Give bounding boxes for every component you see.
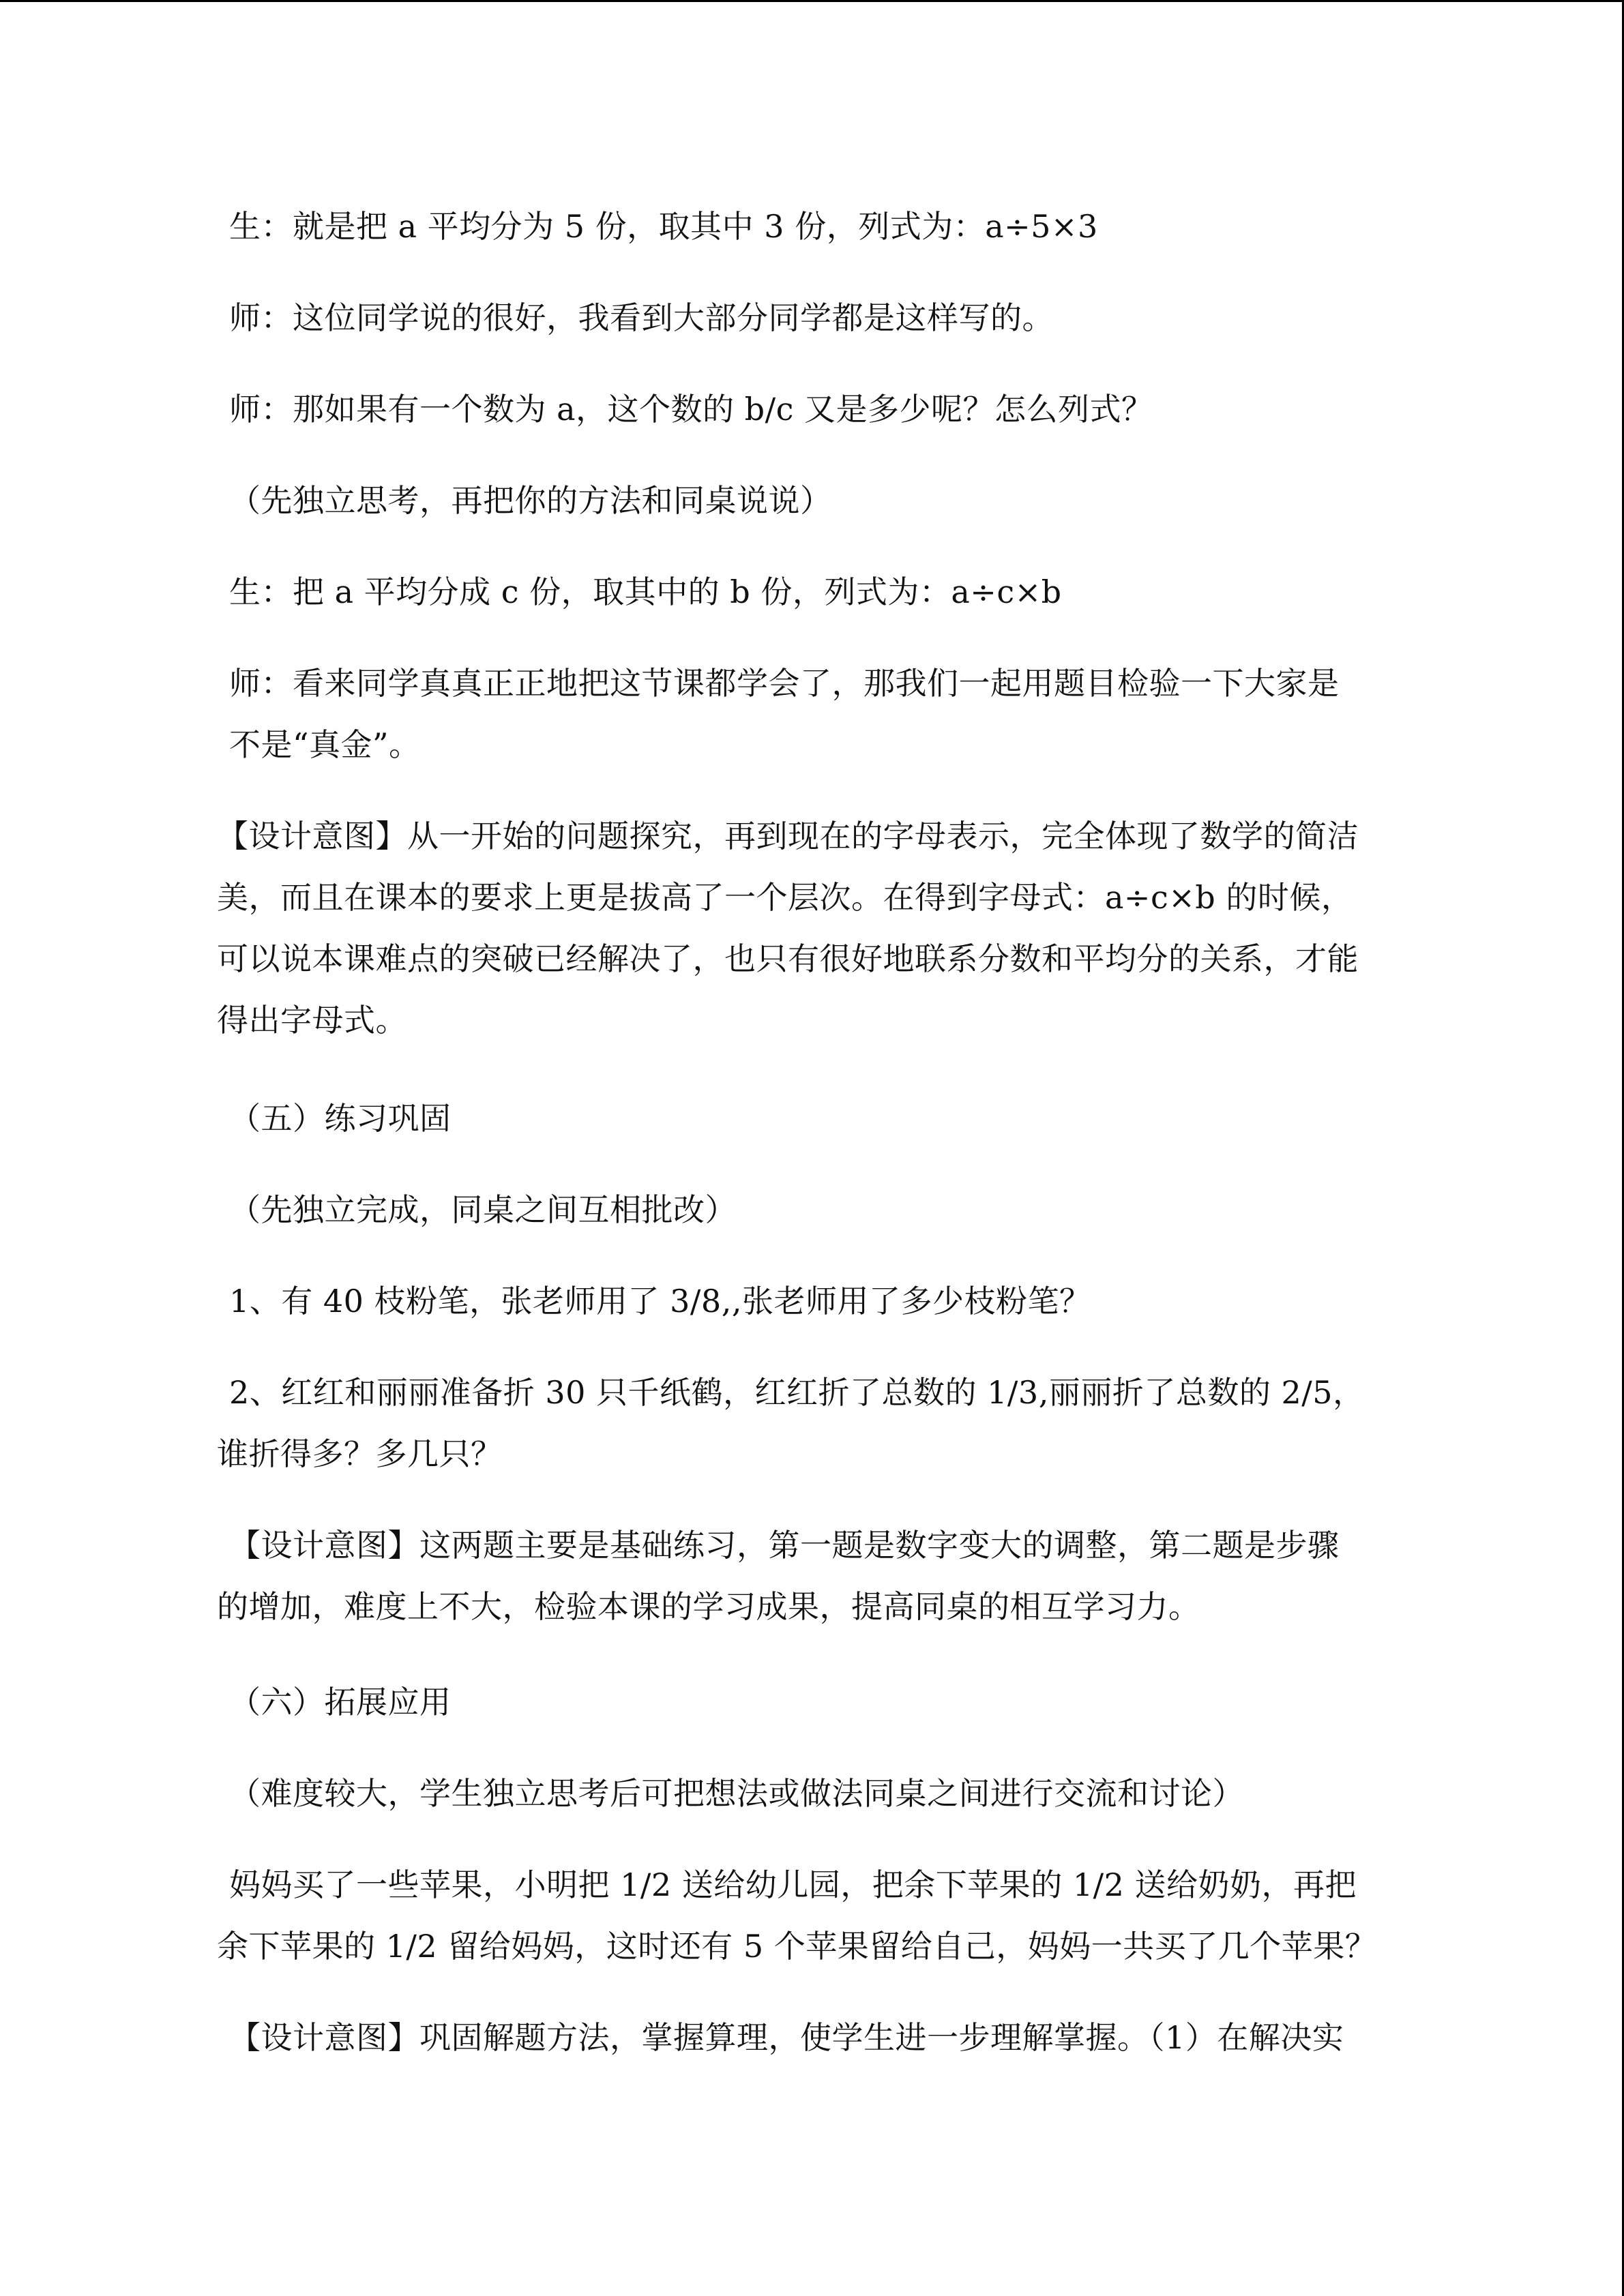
- text-line: 得出字母式。: [217, 1002, 407, 1039]
- text-line: 生：把 a 平均分成 c 份，取其中的 b 份，列式为：a÷c×b: [229, 573, 1062, 610]
- page-top-border: [0, 0, 1624, 2]
- text-line: 的增加，难度上不大，检验本课的学习成果，提高同桌的相互学习力。: [217, 1588, 1200, 1625]
- text-line: （先独立完成，同桌之间互相批改）: [229, 1191, 737, 1228]
- text-line: 美，而且在课本的要求上更是拔高了一个层次。在得到字母式：a÷c×b 的时候，: [217, 879, 1353, 916]
- text-line: 【设计意图】巩固解题方法，掌握算理，使学生进一步理解掌握。（1）在解决实: [229, 2019, 1344, 2056]
- text-line: 余下苹果的 1/2 留给妈妈，这时还有 5 个苹果留给自己，妈妈一共买了几个苹果？: [217, 1928, 1377, 1965]
- text-line: 妈妈买了一些苹果，小明把 1/2 送给幼儿园，把余下苹果的 1/2 送给奶奶，再把: [229, 1866, 1357, 1903]
- text-line: 谁折得多？多几只？: [217, 1435, 503, 1472]
- text-line: 生：就是把 a 平均分为 5 份，取其中 3 份，列式为：a÷5×3: [229, 208, 1098, 245]
- text-line: 【设计意图】这两题主要是基础练习，第一题是数字变大的调整，第二题是步骤: [229, 1527, 1340, 1564]
- text-line: 【设计意图】从一开始的问题探究，再到现在的字母表示，完全体现了数学的简洁: [217, 818, 1359, 854]
- text-line: （先独立思考，再把你的方法和同桌说说）: [229, 482, 832, 519]
- text-line: 师：看来同学真真正正地把这节课都学会了，那我们一起用题目检验一下大家是: [229, 665, 1340, 702]
- text-line: 1、有 40 枝粉笔，张老师用了 3/8,,张老师用了多少枝粉笔？: [229, 1283, 1091, 1320]
- section-heading: （六）拓展应用: [229, 1684, 452, 1720]
- text-line: 可以说本课难点的突破已经解决了，也只有很好地联系分数和平均分的关系，才能: [217, 940, 1359, 977]
- text-line: 师：这位同学说的很好，我看到大部分同学都是这样写的。: [229, 299, 1054, 336]
- text-line: 师：那如果有一个数为 a，这个数的 b/c 又是多少呢？怎么列式？: [229, 391, 1153, 428]
- text-line: （难度较大，学生独立思考后可把想法或做法同桌之间进行交流和讨论）: [229, 1775, 1244, 1812]
- text-line: 不是“真金”。: [229, 726, 421, 763]
- section-heading: （五）练习巩固: [229, 1100, 452, 1137]
- text-line: 2、红红和丽丽准备折 30 只千纸鹤，红红折了总数的 1/3,丽丽折了总数的 2/5，: [229, 1374, 1365, 1411]
